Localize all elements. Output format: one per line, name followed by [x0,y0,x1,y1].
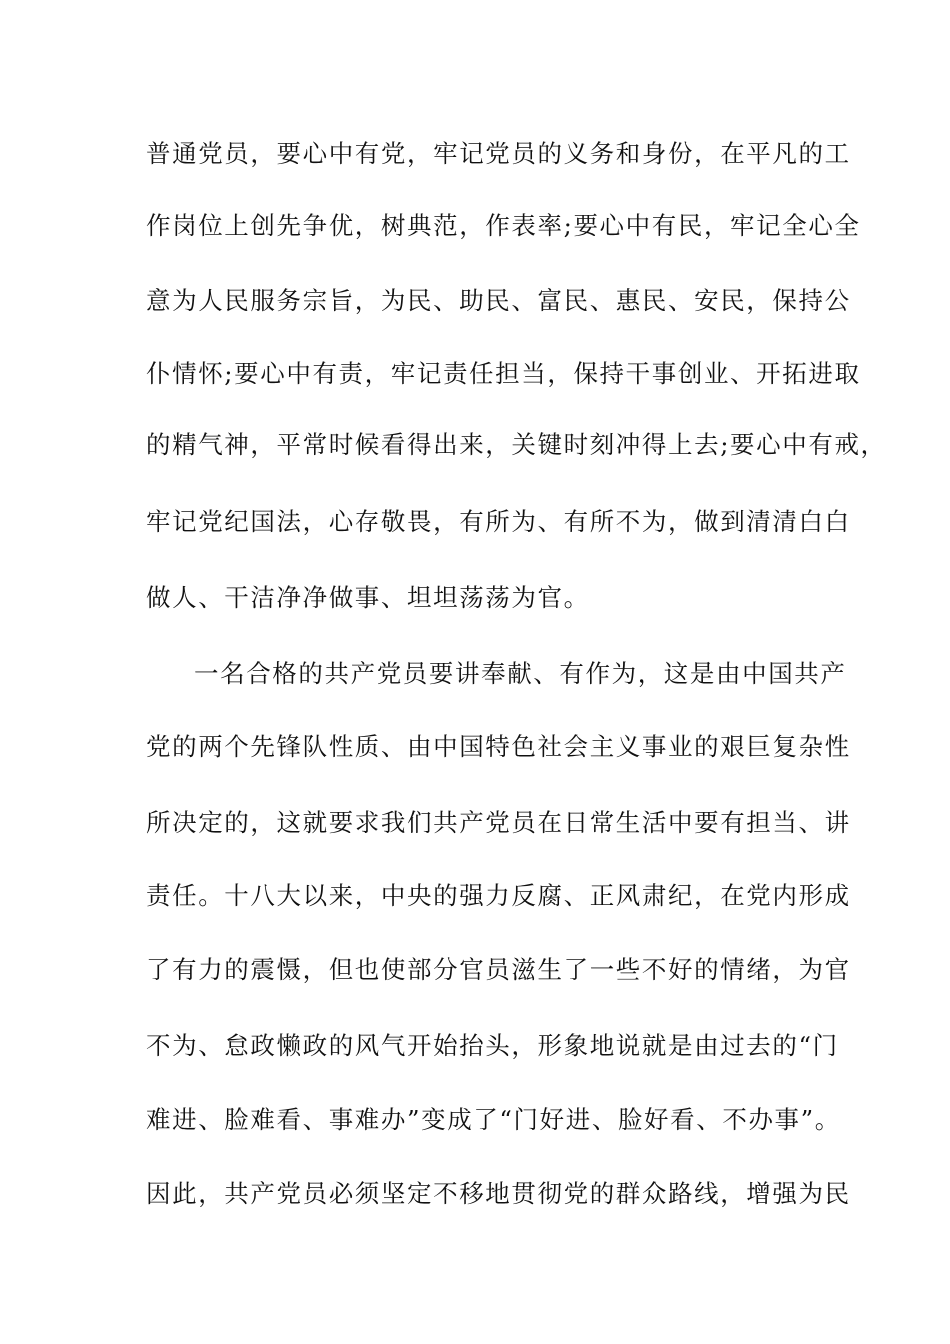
text-line-7: 做人、干洁净净做事、坦坦荡荡为官。 [146,583,590,612]
text-line-8: 一名合格的共产党员要讲奉献、有作为，这是由中国共产 [194,659,847,688]
text-line-4: 仆情怀;要心中有责，牢记责任担当，保持干事创业、开拓进取 [146,359,861,388]
text-line-14: 难进、脸难看、事难办”变成了“门好进、脸好看、不办事”。 [146,1105,841,1134]
text-line-12: 了有力的震慑，但也使部分官员滋生了一些不好的情绪，为官 [146,955,851,984]
text-line-2: 作岗位上创先争优，树典范，作表率;要心中有民，牢记全心全 [146,211,861,240]
text-line-10: 所决定的，这就要求我们共产党员在日常生活中要有担当、讲 [146,808,851,837]
text-line-5: 的精气神，平常时候看得出来，关键时刻冲得上去;要心中有戒， [146,430,887,459]
text-line-9: 党的两个先锋队性质、由中国特色社会主义事业的艰巨复杂性 [146,732,851,761]
text-line-6: 牢记党纪国法，心存敬畏，有所为、有所不为，做到清清白白 [146,507,851,536]
text-line-13: 不为、怠政懒政的风气开始抬头，形象地说就是由过去的“门 [146,1031,839,1060]
text-line-3: 意为人民服务宗旨，为民、助民、富民、惠民、安民，保持公 [146,286,851,315]
text-line-11: 责任。十八大以来，中央的强力反腐、正风肃纪，在党内形成 [146,881,851,910]
text-line-15: 因此，共产党员必须坚定不移地贯彻党的群众路线，增强为民 [146,1179,851,1208]
text-line-1: 普通党员，要心中有党，牢记党员的义务和身份，在平凡的工 [146,139,851,168]
